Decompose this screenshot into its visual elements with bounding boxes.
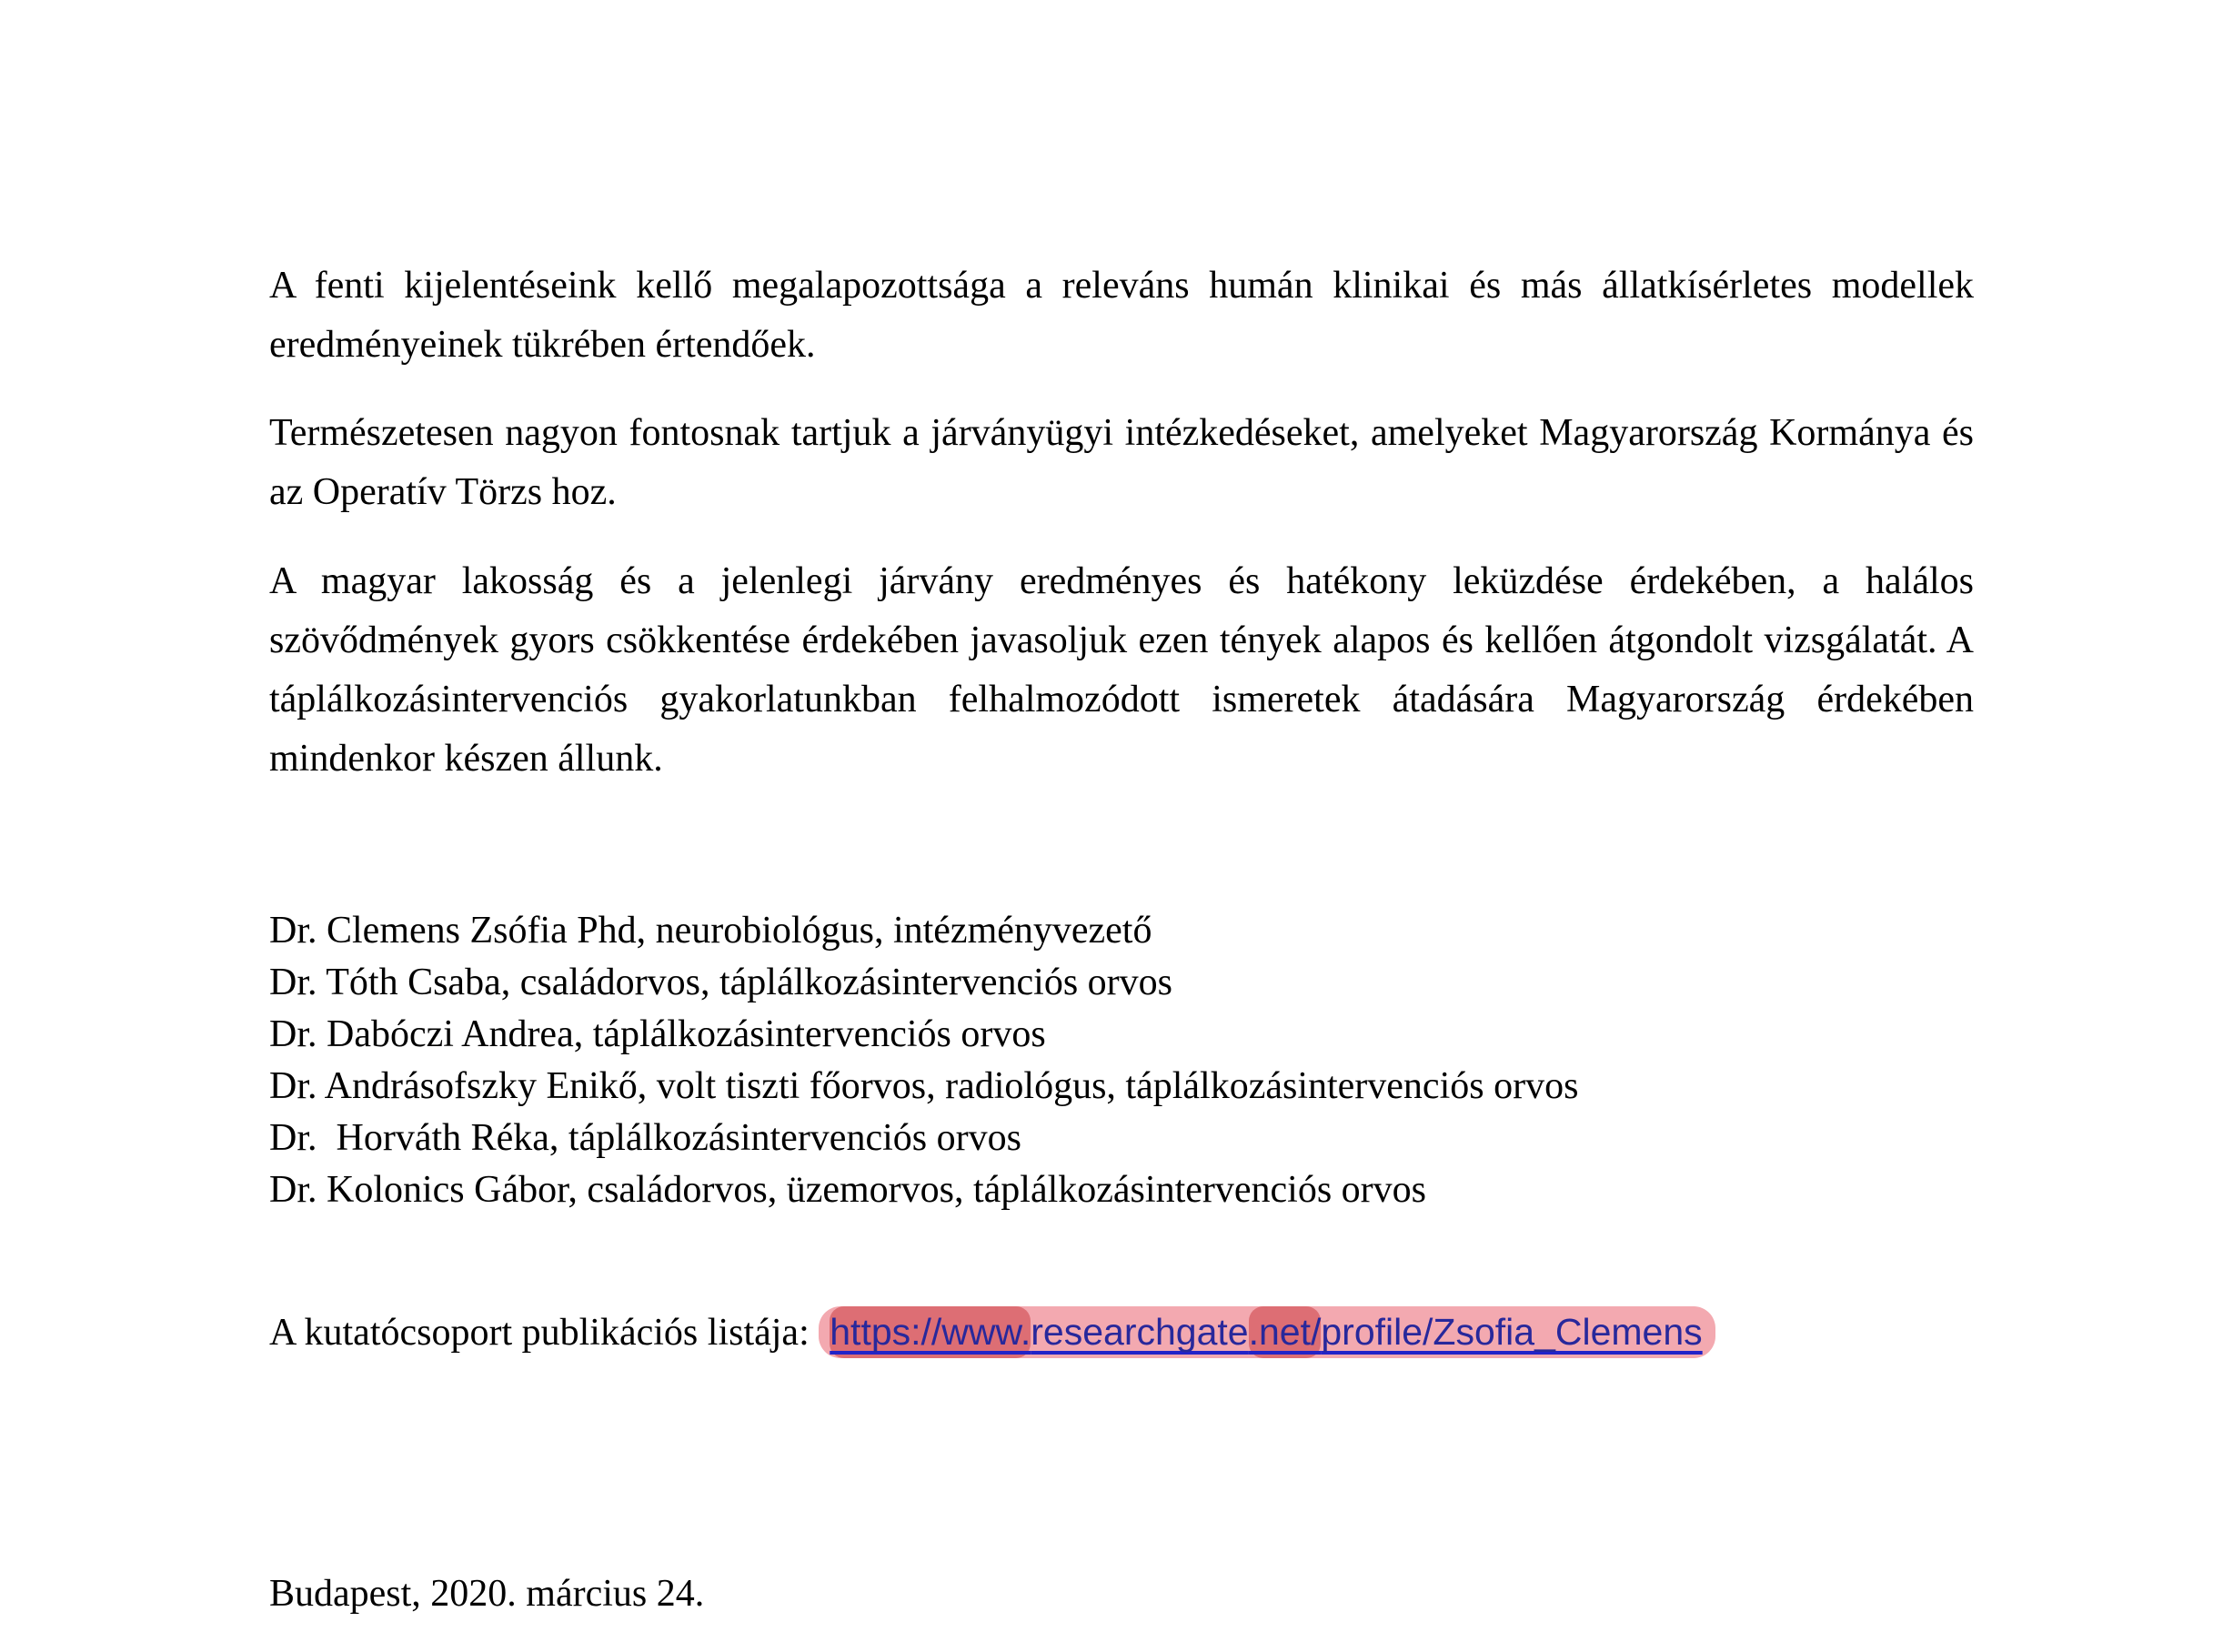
dateline: Budapest, 2020. március 24. (269, 1573, 705, 1615)
link-segment-domain: researchgate (1031, 1311, 1249, 1353)
signatory-andrasofszky: Dr. Andrásofszky Enikő, volt tiszti főorvos, radiológus, táplálkozásintervenciós orvos (269, 1065, 1579, 1107)
link-segment-protocol: https://www. (830, 1306, 1031, 1358)
signatory-kolonics: Dr. Kolonics Gábor, családorvos, üzemorvos, táplálkozásintervenciós orvos (269, 1169, 1426, 1211)
link-segment-tld: .net/ (1249, 1306, 1322, 1358)
publication-list-line (269, 1303, 1974, 1363)
paragraph-epidemic-measures: Természetesen nagyon fontosnak tartjuk a járványügyi intézkedéseket, amelyeket Magyarország Kormánya és az Operatív Törzs hoz. (269, 412, 1974, 513)
signatory-daboczi: Dr. Dabóczi Andrea, táplálkozásintervenciós orvos (269, 1013, 1046, 1055)
link-segment-path: profile/Zsofia_Clemens (1321, 1311, 1703, 1353)
signatory-horvath: Dr. Horváth Réka, táplálkozásintervenciós orvos (269, 1117, 1021, 1159)
publication-list-label: A kutatócsoport publikációs listája: (269, 1312, 820, 1354)
document-body (269, 257, 1974, 1624)
paragraph-foundation-statement: A fenti kijelentéseink kellő megalapozottsága a releváns humán klinikai és más állatkísérletes modellek eredményeinek tükrében értendőek. (269, 265, 1974, 366)
signatory-toth: Dr. Tóth Csaba, családorvos, táplálkozásintervenciós orvos (269, 962, 1172, 1003)
signatory-list (269, 905, 1974, 1216)
researchgate-profile-link[interactable] (819, 1306, 1715, 1358)
paragraph-proposal: A magyar lakosság és a jelenlegi járvány eredményes és hatékony leküzdése érdekében, a halálos szövődmények gyors csökkentése érdekében javasoljuk ezen tények alapos és kellően átgondolt vizsgálatát. A táplálkozásintervenciós gyakorlatunkban felhalmozódott ismeretek átadására Magyarország érdekében mindenkor készen állunk. (269, 560, 1974, 780)
signatory-clemens: Dr. Clemens Zsófia Phd, neurobiológus, intézményvezető (269, 910, 1152, 952)
